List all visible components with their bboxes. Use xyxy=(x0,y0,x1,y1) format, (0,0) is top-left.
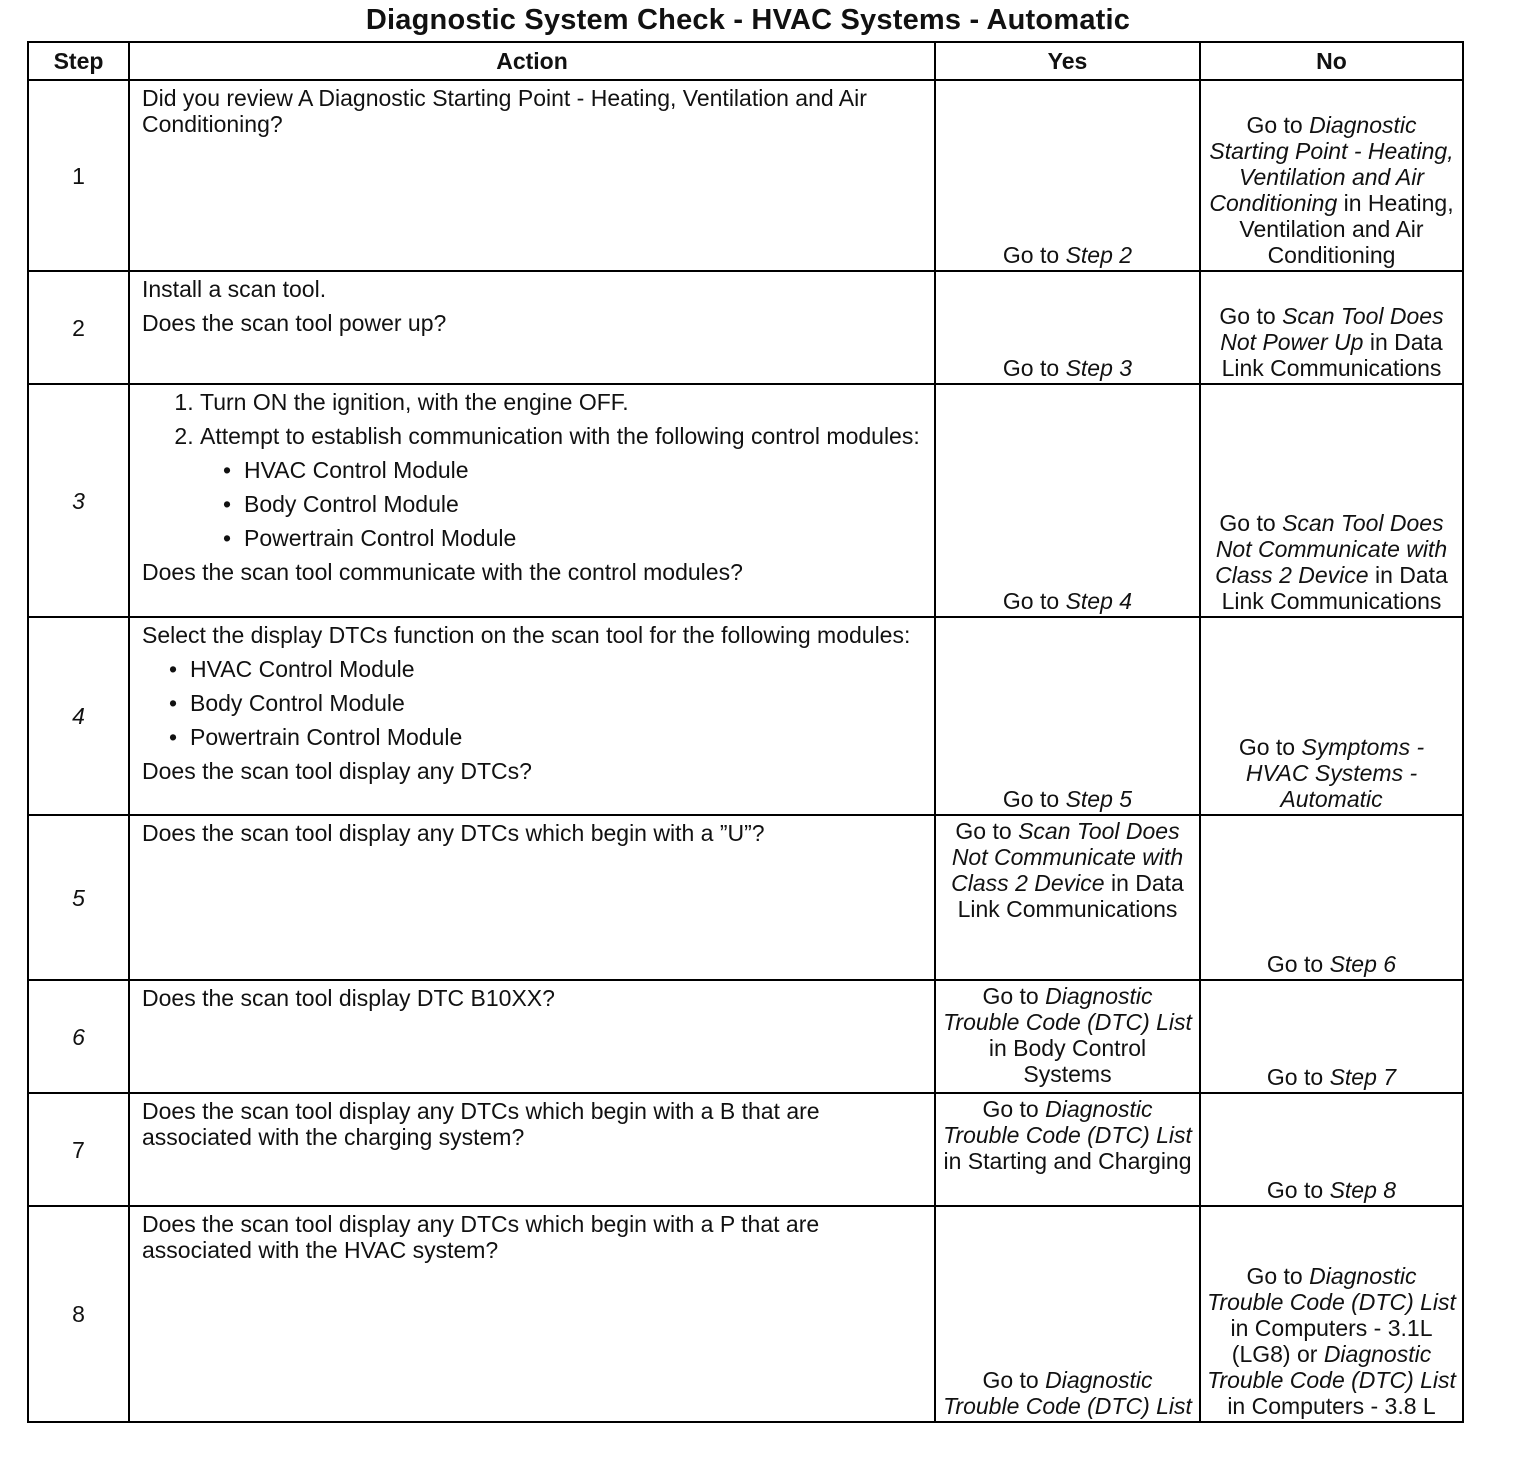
bullet-icon: • xyxy=(222,457,232,483)
action-question: Does the scan tool display any DTCs which begin with a P that are associated with the HVAC system? xyxy=(142,1211,820,1263)
list-item xyxy=(166,656,924,682)
table-row xyxy=(28,815,1463,980)
module-list xyxy=(200,457,924,551)
module-name: Body Control Module xyxy=(190,690,405,716)
no-cell xyxy=(1200,1093,1463,1206)
no-link[interactable]: Step 8 xyxy=(1329,1177,1397,1203)
step-number: 8 xyxy=(28,1206,129,1422)
yes-prefix: Go to xyxy=(1002,786,1066,812)
step-number: 3 xyxy=(28,384,129,617)
bullet-icon: • xyxy=(222,525,232,551)
numbered-step-text: Attempt to establish communication with the following control modules: xyxy=(200,423,920,449)
numbered-steps xyxy=(142,389,924,551)
action-cell xyxy=(129,271,935,384)
action-cell xyxy=(129,80,935,271)
no-cell xyxy=(1200,617,1463,815)
yes-cell xyxy=(935,80,1200,271)
yes-link[interactable]: Step 4 xyxy=(1065,588,1133,614)
yes-prefix: Go to xyxy=(955,818,1019,844)
yes-cell xyxy=(935,271,1200,384)
yes-prefix: Go to xyxy=(1002,242,1066,268)
action-question: Does the scan tool communicate with the control modules? xyxy=(142,559,743,585)
action-cell xyxy=(129,1206,935,1422)
yes-link[interactable]: Step 2 xyxy=(1065,242,1133,268)
step-number: 2 xyxy=(28,271,129,384)
no-cell xyxy=(1200,1206,1463,1422)
bullet-icon: • xyxy=(222,491,232,517)
no-cell xyxy=(1200,980,1463,1093)
action-cell xyxy=(129,1093,935,1206)
no-link[interactable]: Scan Tool Does Not Power Up xyxy=(1220,303,1444,355)
no-suffix: in Data Link Communications xyxy=(1221,562,1448,614)
step-number: 5 xyxy=(28,815,129,980)
yes-cell xyxy=(935,617,1200,815)
action-question: Does the scan tool display any DTCs which begin with a B that are associated with the charging system? xyxy=(142,1098,820,1150)
no-suffix: in Data Link Communications xyxy=(1221,329,1443,381)
yes-cell xyxy=(935,1206,1200,1422)
no-prefix: Go to xyxy=(1266,1177,1330,1203)
no-suffix: in Computers - 3.8 L xyxy=(1227,1393,1436,1419)
yes-link[interactable]: Step 3 xyxy=(1065,355,1133,381)
module-list xyxy=(142,656,924,750)
yes-cell xyxy=(935,980,1200,1093)
step-number: 7 xyxy=(28,1093,129,1206)
yes-link[interactable]: Scan Tool Does Not Communicate with Class 2 Device xyxy=(951,818,1184,896)
yes-cell xyxy=(935,384,1200,617)
bullet-icon: • xyxy=(168,724,178,750)
action-question: Does the scan tool power up? xyxy=(142,310,447,336)
yes-link[interactable]: Step 5 xyxy=(1065,786,1133,812)
action-cell xyxy=(129,980,935,1093)
action-cell xyxy=(129,617,935,815)
numbered-step xyxy=(200,423,924,551)
table-row xyxy=(28,1206,1463,1422)
yes-prefix: Go to xyxy=(1002,355,1066,381)
yes-link[interactable]: Diagnostic Trouble Code (DTC) List xyxy=(943,1367,1192,1419)
no-middle: in Computers - 3.1L (LG8) or xyxy=(1230,1315,1433,1367)
page-title: Diagnostic System Check - HVAC Systems - Automatic xyxy=(365,4,1131,36)
yes-prefix: Go to xyxy=(982,1096,1046,1122)
no-link[interactable]: Step 7 xyxy=(1329,1064,1397,1090)
no-cell xyxy=(1200,80,1463,271)
module-name: Powertrain Control Module xyxy=(244,525,517,551)
no-link[interactable]: Diagnostic Trouble Code (DTC) List xyxy=(1207,1263,1456,1315)
list-item xyxy=(220,491,924,517)
list-item xyxy=(220,525,924,551)
no-prefix: Go to xyxy=(1219,510,1283,536)
yes-suffix: in Starting and Charging xyxy=(943,1148,1192,1174)
no-link[interactable]: Symptoms - HVAC Systems - Automatic xyxy=(1245,734,1425,812)
no-link-2[interactable]: Diagnostic Trouble Code (DTC) List xyxy=(1207,1341,1456,1393)
no-link[interactable]: Diagnostic Starting Point - Heating, Ventilation and Air Conditioning xyxy=(1209,112,1454,216)
no-prefix: Go to xyxy=(1246,112,1310,138)
module-name: HVAC Control Module xyxy=(190,656,415,682)
module-name: Powertrain Control Module xyxy=(190,724,463,750)
list-item xyxy=(220,457,924,483)
yes-suffix: in Body Control Systems xyxy=(988,1035,1147,1087)
action-question: Did you review A Diagnostic Starting Point - Heating, Ventilation and Air Conditioning? xyxy=(142,85,867,137)
module-name: Body Control Module xyxy=(244,491,459,517)
action-instruction: Install a scan tool. xyxy=(142,276,327,302)
action-question: Does the scan tool display any DTCs which begin with a ”U”? xyxy=(142,820,765,846)
no-link[interactable]: Scan Tool Does Not Communicate with Class 2 Device xyxy=(1215,510,1448,588)
header-step: Step xyxy=(28,42,129,80)
action-cell xyxy=(129,815,935,980)
diagnostic-table xyxy=(27,41,1464,1423)
header-no: No xyxy=(1200,42,1463,80)
yes-cell xyxy=(935,1093,1200,1206)
bullet-icon: • xyxy=(168,690,178,716)
step-number: 4 xyxy=(28,617,129,815)
table-row xyxy=(28,1093,1463,1206)
action-question: Does the scan tool display DTC B10XX? xyxy=(142,985,555,1011)
numbered-step: 1. Turn ON the ignition, with the engine OFF. xyxy=(200,389,924,415)
no-prefix: Go to xyxy=(1266,951,1330,977)
action-question: Does the scan tool display any DTCs? xyxy=(142,758,532,784)
step-number: 6 xyxy=(28,980,129,1093)
module-name: HVAC Control Module xyxy=(244,457,469,483)
list-item xyxy=(166,690,924,716)
no-prefix: Go to xyxy=(1238,734,1302,760)
yes-prefix: Go to xyxy=(1002,588,1066,614)
no-cell xyxy=(1200,815,1463,980)
yes-cell xyxy=(935,815,1200,980)
action-cell xyxy=(129,384,935,617)
table-row xyxy=(28,617,1463,815)
no-prefix: Go to xyxy=(1266,1064,1330,1090)
yes-suffix: in Data Link Communications xyxy=(957,870,1184,922)
no-cell xyxy=(1200,384,1463,617)
no-suffix: in Heating, Ventilation and Air Conditioning xyxy=(1239,190,1454,268)
list-item xyxy=(166,724,924,750)
no-cell xyxy=(1200,271,1463,384)
table-header-row xyxy=(28,42,1463,80)
yes-prefix: Go to xyxy=(982,983,1046,1009)
table-row xyxy=(28,271,1463,384)
table-row xyxy=(28,80,1463,271)
table-row xyxy=(28,980,1463,1093)
step-number: 1 xyxy=(28,80,129,271)
header-action: Action xyxy=(129,42,935,80)
yes-link[interactable]: Diagnostic Trouble Code (DTC) List xyxy=(943,1096,1192,1148)
no-prefix: Go to xyxy=(1219,303,1283,329)
no-link[interactable]: Step 6 xyxy=(1329,951,1397,977)
yes-link[interactable]: Diagnostic Trouble Code (DTC) List xyxy=(943,983,1192,1035)
table-row xyxy=(28,384,1463,617)
no-prefix: Go to xyxy=(1246,1263,1310,1289)
yes-prefix: Go to xyxy=(982,1367,1046,1393)
action-instruction: Select the display DTCs function on the scan tool for the following modules: xyxy=(142,622,911,648)
header-yes: Yes xyxy=(935,42,1200,80)
bullet-icon: • xyxy=(168,656,178,682)
